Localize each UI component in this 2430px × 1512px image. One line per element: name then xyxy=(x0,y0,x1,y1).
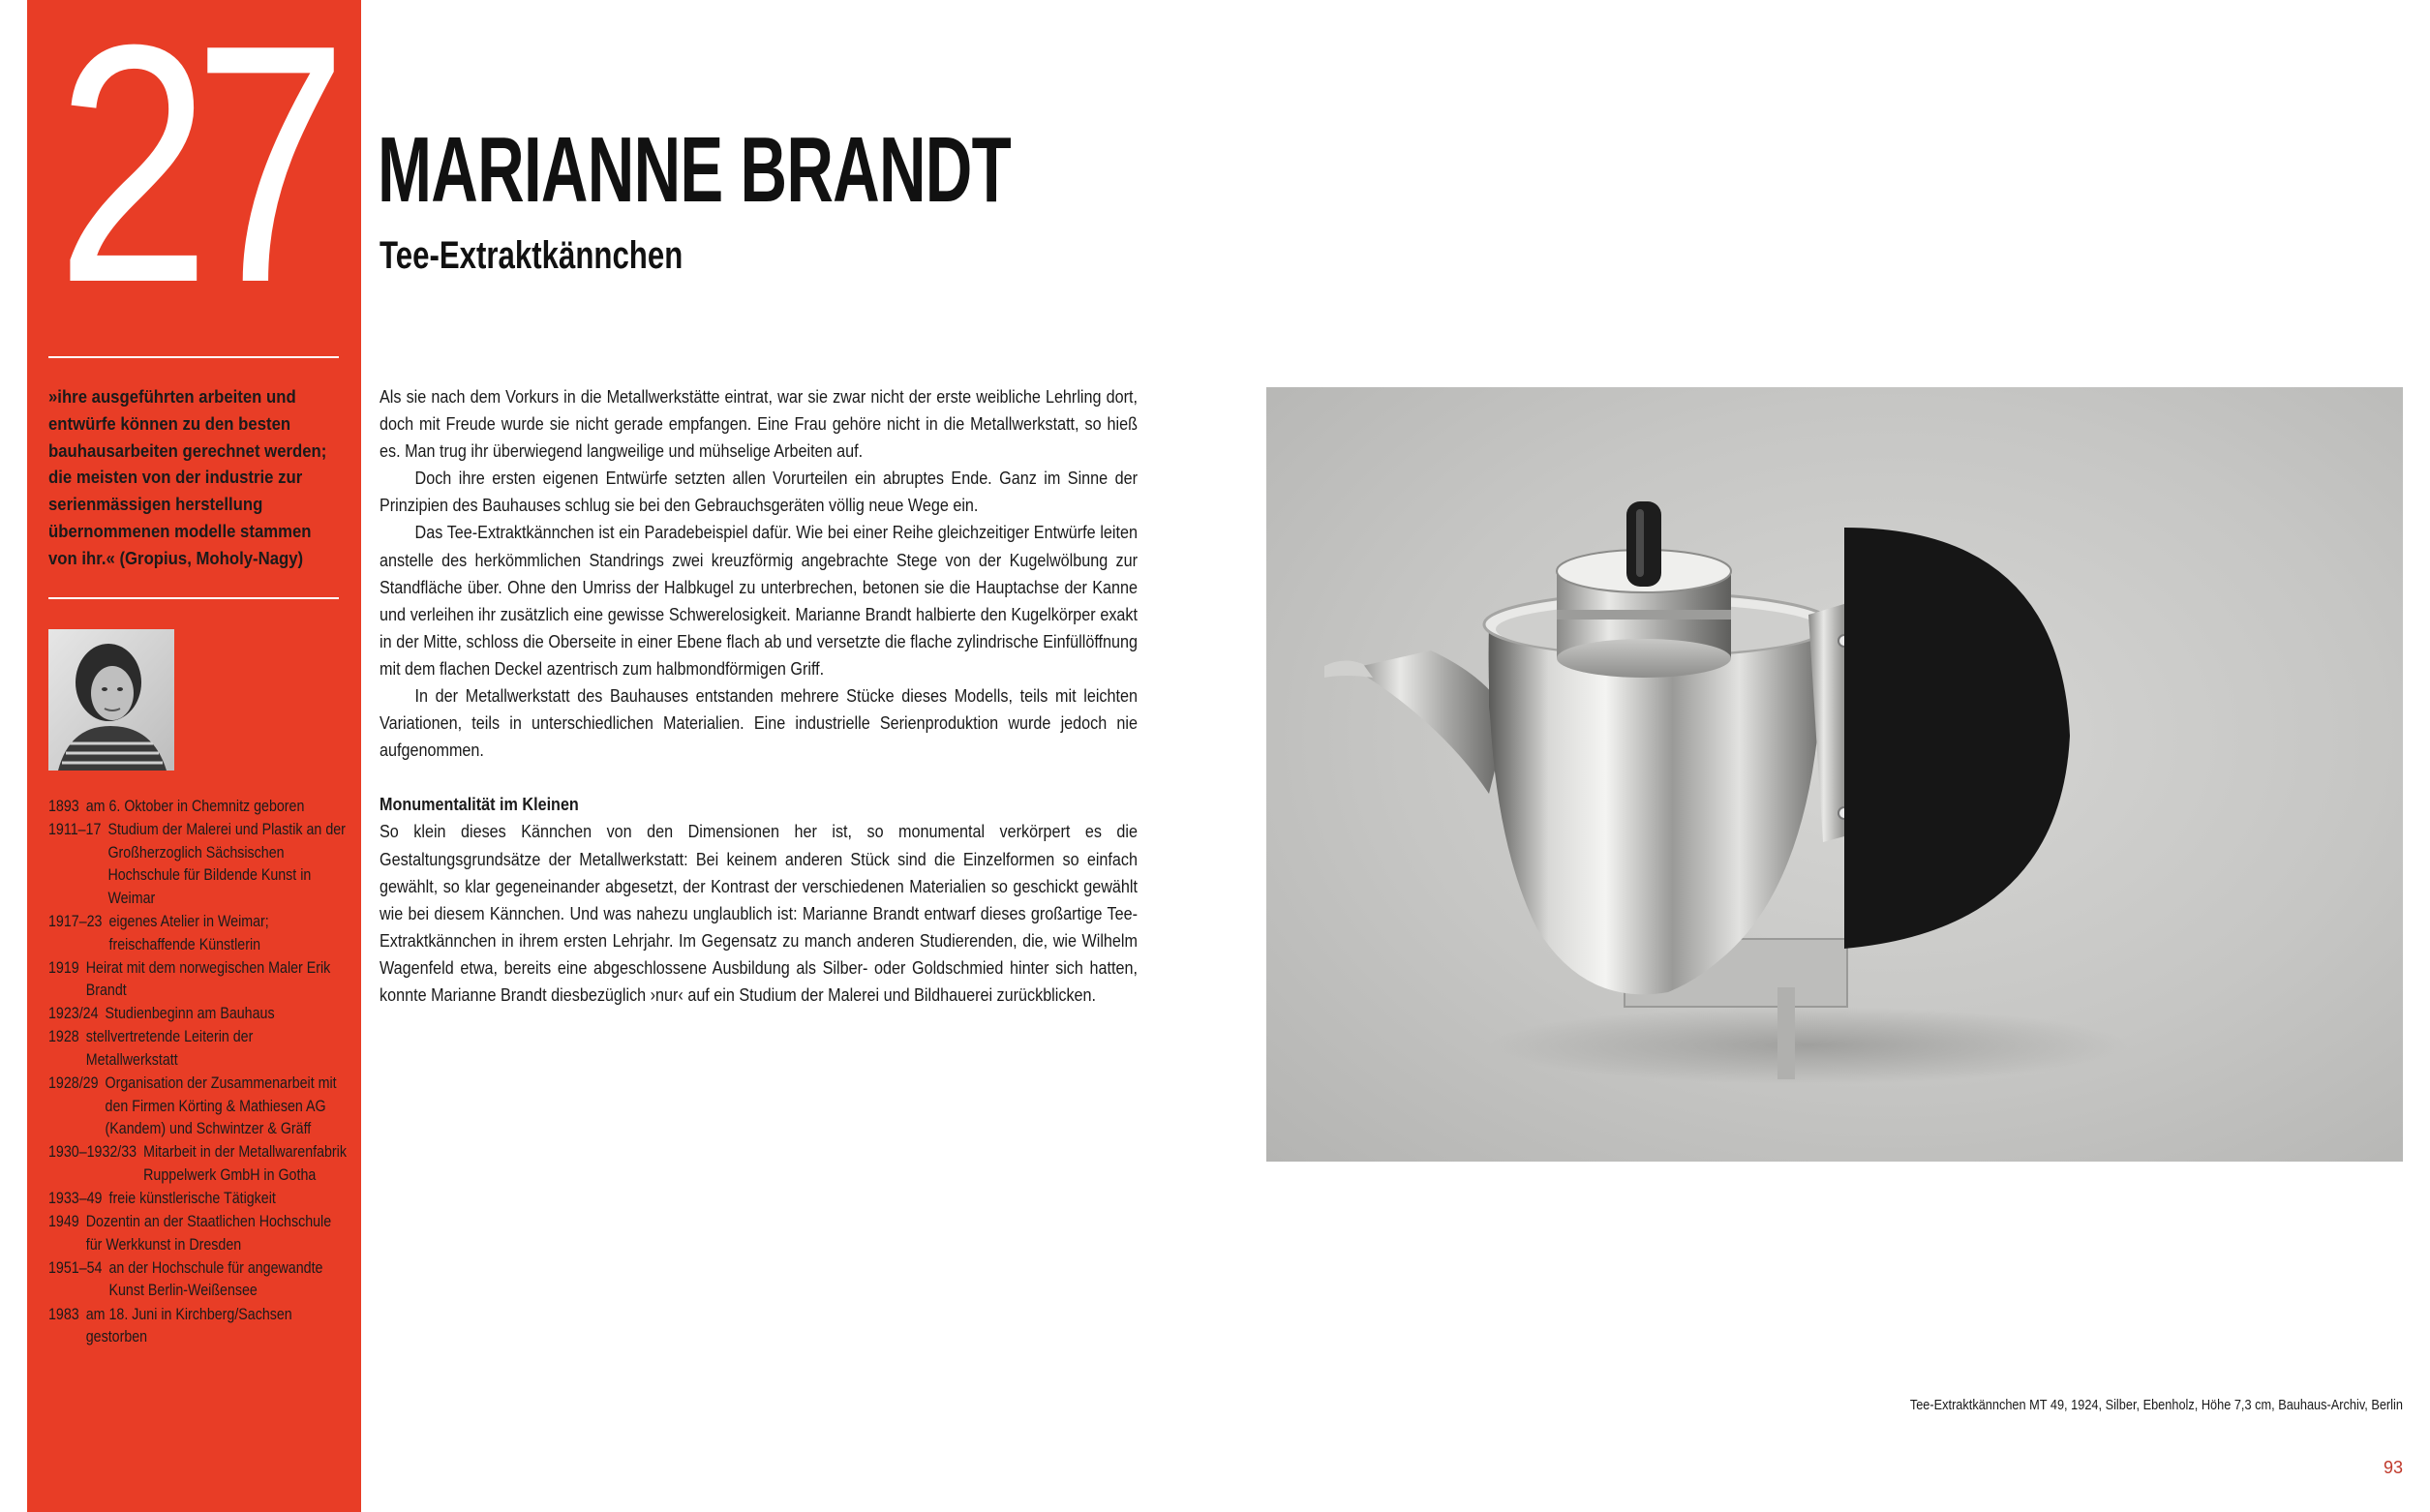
timeline-item: 1933–49 freie künstlerische Tätigkeit xyxy=(48,1190,276,1208)
timeline-item: 1928 stellvertretende Leiterin der Metallwerkstatt xyxy=(48,1028,254,1070)
timeline-item: 1917–23 eigenes Atelier in Weimar; freischaffende Künstlerin xyxy=(48,912,269,953)
photo-caption: Tee-Extraktkännchen MT 49, 1924, Silber, Ebenholz, Höhe 7,3 cm, Bauhaus-Archiv, Berlin xyxy=(1909,1397,2403,1413)
sidebar xyxy=(27,0,361,1512)
timeline-item: 1919 Heirat mit dem norwegischen Maler Erik Brandt xyxy=(48,958,331,1000)
teapot-photo-icon xyxy=(1266,387,2403,1162)
divider xyxy=(48,356,339,358)
paragraph: Das Tee-Extraktkännchen ist ein Paradebeispiel dafür. Wie bei einer Reihe gleichzeitiger Entwürfe leiten anstelle des herkömmlichen Standrings zwei kreuzförmig angebrachte Stege von der Kugelwölbung zur Standfläche über. Ohne den Umriss der Halbkugel zu unterbrechen, betonen sie die Hauptachse der Kanne und verleihen ihr zusätzlich eine gewisse Schwerelosigkeit. Marianne Brandt halbierte den Kugelkörper exakt in der Mitte, schloss die Oberseite in einer Ebene flach ab und versetzte die flache zylindrische Einfüllöffnung mit dem flachen Deckel azentrisch zum halbmondförmigen Griff. xyxy=(380,522,1138,679)
page-subtitle: Tee-Extraktkännchen xyxy=(380,234,683,277)
timeline-item: 1951–54 an der Hochschule für angewandte Kunst Berlin-Weißensee xyxy=(48,1258,323,1300)
timeline-item: 1923/24 Studienbeginn am Bauhaus xyxy=(48,1005,275,1023)
timeline-item: 1911–17 Studium der Malerei und Plastik an der Großherzoglich Sächsischen Hochschule für Bildende Kunst in Weimar xyxy=(48,821,346,907)
timeline xyxy=(48,796,347,1349)
paragraph: Doch ihre ersten eigenen Entwürfe setzten allen Vorurteilen ein abruptes Ende. Ganz im Sinne der Prinzipien des Bauhauses schlug sie bei den Gebrauchsgeräten völlig neue Wege ein. xyxy=(380,468,1138,516)
teapot-photo xyxy=(1266,387,2403,1162)
section-heading: Monumentalität im Kleinen xyxy=(380,794,579,815)
timeline-item: 1949 Dozentin an der Staatlichen Hochschule für Werkkunst in Dresden xyxy=(48,1213,332,1254)
page-title: MARIANNE BRANDT xyxy=(378,118,1011,222)
article-body xyxy=(380,383,1138,1009)
portrait-icon xyxy=(48,629,174,771)
divider xyxy=(48,597,339,599)
paragraph: So klein dieses Kännchen von den Dimensionen her ist, so monumental verkörpert es die Gestaltungsgrundsätze der Metallwerkstatt: Bei keinem anderen Stück sind die Einzelformen so einfach gewählt, so klar gegeneinander abgesetzt, der Kontrast der verschiedenen Materialien so geschickt gewählt wie bei diesem Kännchen. Und was nahezu unglaublich ist: Marianne Brandt entwarf dieses großartige Tee-Extraktkännchen in ihrem ersten Lehrjahr. Im Gegensatz zu manch anderen Studierenden, die, wie Wilhelm Wagenfeld etwa, bereits eine abgeschlossene Ausbildung als Silber- oder Goldschmied hinter sich hatten, konnte Marianne Brandt diesbezüglich ›nur‹ auf ein Studium der Malerei und Bildhauerei zurückblicken. xyxy=(380,821,1138,1005)
timeline-item: 1893 am 6. Oktober in Chemnitz geboren xyxy=(48,798,305,815)
paragraph: In der Metallwerkstatt des Bauhauses entstanden mehrere Stücke dieses Modells, teils mit leichten Variationen, teils in unterschiedlichen Materialien. Eine industrielle Serienproduktion wurde jedoch nie aufgenommen. xyxy=(380,685,1138,761)
timeline-item: 1983 am 18. Juni in Kirchberg/Sachsen gestorben xyxy=(48,1305,292,1346)
portrait-photo xyxy=(48,629,174,771)
chapter-number: 27 xyxy=(56,0,331,353)
page-number: 93 xyxy=(2383,1458,2403,1477)
timeline-item: 1930–1932/33 Mitarbeit in der Metallwarenfabrik Ruppelwerk GmbH in Gotha xyxy=(48,1143,347,1184)
paragraph: Als sie nach dem Vorkurs in die Metallwerkstätte eintrat, war sie zwar nicht der erste weibliche Lehrling dort, doch mit Freude wurde sie nicht gerade empfangen. Eine Frau gehöre nicht in die Metallwerkstatt, so hieß es. Man trug ihr überwiegend langweilige und mühselige Arbeiten auf. xyxy=(380,386,1138,462)
timeline-item: 1928/29 Organisation der Zusammenarbeit mit den Firmen Körting & Mathiesen AG (Kandem) und Schwintzer & Gräff xyxy=(48,1074,337,1138)
sidebar-quote: »ihre ausgeführten arbeiten und entwürfe können zu den besten bauhausarbeiten gerechnet werden; die meisten von der industrie zur serienmässigen herstellung übernommenen modelle stammen von ihr.« (Gropius, Moholy-Nagy) xyxy=(48,386,327,568)
